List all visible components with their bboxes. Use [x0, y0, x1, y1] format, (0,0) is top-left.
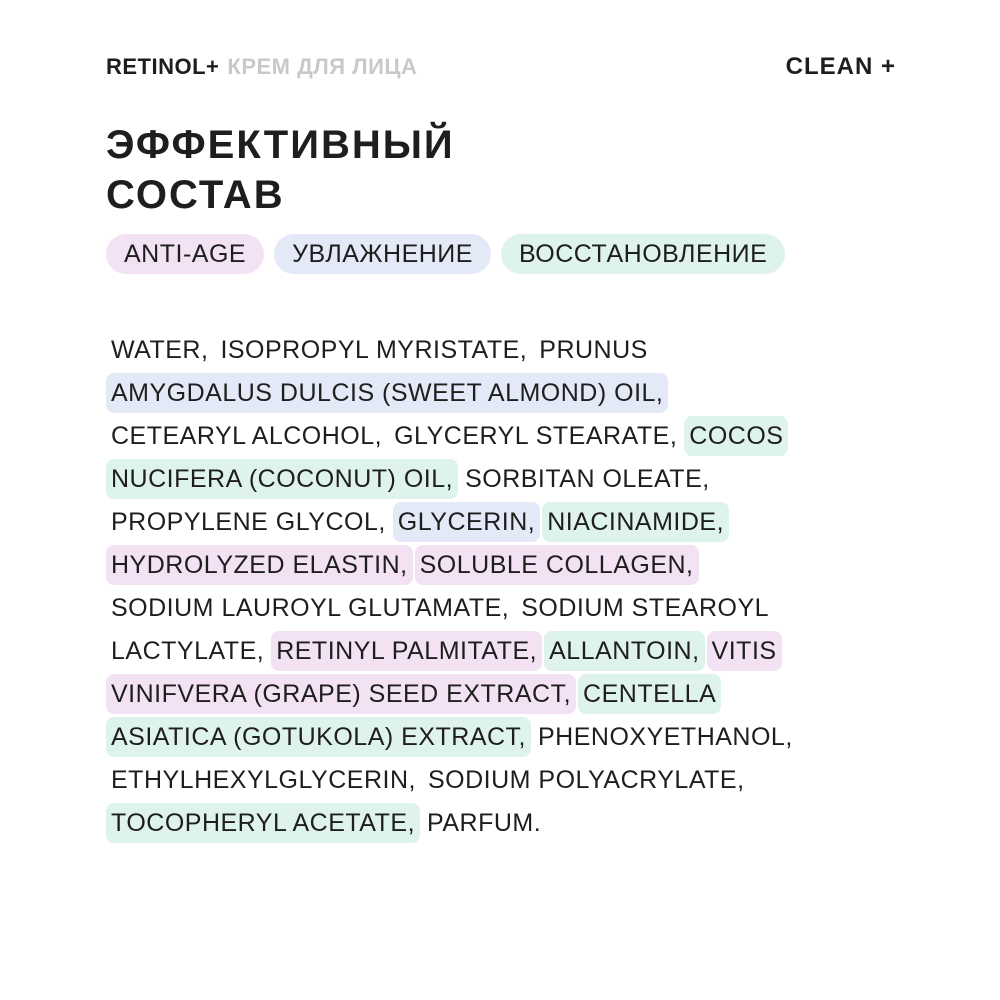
ingredient-item: RETINYL PALMITATE, — [271, 631, 542, 671]
ingredient-item: GLYCERIN, — [393, 502, 540, 542]
ingredient-line — [106, 716, 906, 759]
ingredient-item: NUCIFERA (COCONUT) OIL, — [106, 459, 458, 499]
ingredient-item: SOLUBLE COLLAGEN, — [415, 545, 699, 585]
product-title — [106, 54, 417, 80]
tag-anti-age: ANTI-AGE — [106, 234, 264, 274]
ingredient-item: PHENOXYETHANOL, — [538, 723, 793, 751]
ingredient-item: SODIUM POLYACRYLATE, — [427, 766, 745, 794]
ingredient-item: AMYGDALUS DULCIS (SWEET ALMOND) OIL, — [106, 373, 668, 413]
tag-list — [106, 234, 785, 274]
ingredient-item: VITIS — [707, 631, 782, 671]
page-title — [106, 120, 455, 220]
ingredient-line — [106, 802, 906, 845]
page-title-line-1: ЭФФЕКТИВНЫЙ — [106, 123, 455, 167]
brand-logo: CLEAN + — [785, 53, 896, 80]
ingredient-item: CETEARYL ALCOHOL, — [111, 422, 383, 450]
ingredient-item: SORBITAN OLEATE, — [465, 465, 710, 493]
ingredient-item: ISOPROPYL MYRISTATE, — [220, 336, 528, 364]
ingredient-item: LACTYLATE, — [111, 637, 265, 665]
ingredient-line — [106, 587, 906, 630]
product-subtitle: КРЕМ ДЛЯ ЛИЦА — [227, 54, 418, 79]
ingredient-line — [106, 372, 906, 415]
ingredient-item: VINIFVERA (GRAPE) SEED EXTRACT, — [106, 674, 576, 714]
ingredient-line — [106, 329, 906, 372]
tag-restoring: ВОССТАНОВЛЕНИЕ — [501, 234, 785, 274]
ingredient-item: WATER, — [111, 336, 209, 364]
ingredient-list — [106, 329, 906, 845]
ingredient-item: HYDROLYZED ELASTIN, — [106, 545, 413, 585]
tag-moisturizing: УВЛАЖНЕНИЕ — [274, 234, 491, 274]
product-name: RETINOL+ — [106, 54, 220, 79]
ingredient-item: PARFUM. — [427, 809, 542, 837]
ingredient-item: NIACINAMIDE, — [542, 502, 729, 542]
ingredient-line — [106, 673, 906, 716]
ingredient-item: ETHYLHEXYLGLYCERIN, — [111, 766, 416, 794]
ingredient-line — [106, 458, 906, 501]
ingredient-line — [106, 501, 906, 544]
ingredient-item: ALLANTOIN, — [544, 631, 704, 671]
ingredient-item: CENTELLA — [578, 674, 721, 714]
ingredient-item: ASIATICA (GOTUKOLA) EXTRACT, — [106, 717, 531, 757]
page-title-line-2: СОСТАВ — [106, 173, 285, 217]
ingredient-item: SODIUM STEAROYL — [521, 594, 770, 622]
ingredient-item: COCOS — [684, 416, 788, 456]
ingredient-line — [106, 630, 906, 673]
top-bar — [106, 52, 896, 82]
ingredient-item: TOCOPHERYL ACETATE, — [106, 803, 420, 843]
ingredient-item: GLYCERYL STEARATE, — [394, 422, 678, 450]
ingredient-item: PRUNUS — [539, 336, 648, 364]
ingredient-line — [106, 759, 906, 802]
ingredient-item: PROPYLENE GLYCOL, — [111, 508, 386, 536]
ingredient-line — [106, 415, 906, 458]
ingredient-item: SODIUM LAUROYL GLUTAMATE, — [111, 594, 510, 622]
ingredient-line — [106, 544, 906, 587]
